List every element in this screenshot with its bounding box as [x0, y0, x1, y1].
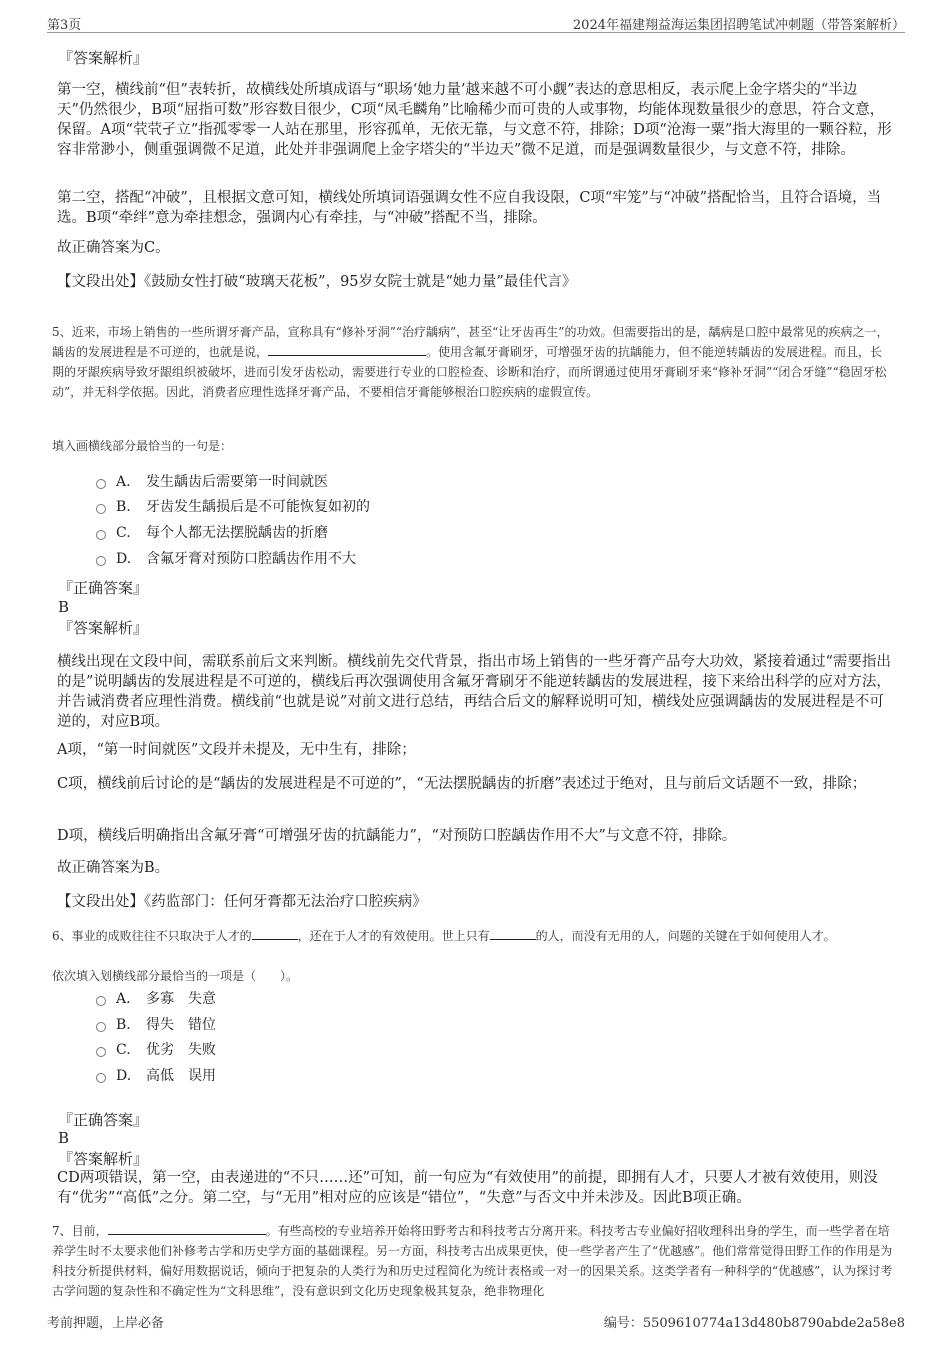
- q4-analysis-p1: 第一空，横线前“但”表转折，故横线处所填成语与“职场‘她力量’越来越不可小觑”表达的意思相反，表示爬上金字塔尖的“半边天”仍然很少，B项“屈指可数”形容数目很少，C项“凤毛麟角”比喻稀少而可贵的人或事物，均能体现数量很少的意思，符合文意，保留。A项“茕茕孑立”指孤零零一人站在那里，形容孤单，无依无靠，与文意不符，排除；D项“沧海一粟”指大海里的一颗谷粒，形容非常渺小，侧重强调微不足道，此处并非强调爬上金字塔尖的“半边天”微不足道，而是强调数量很少，与文意不符，排除。: [57, 82, 892, 158]
- q4-source-title: 《鼓励女性打破“玻璃天花板”，95岁女院士就是“她力量”最佳代言》: [144, 274, 577, 290]
- page-header: [47, 12, 905, 33]
- q6-prompt: 依次填入划横线部分最恰当的一项是（ ）。: [52, 969, 299, 983]
- q6-analysis-p1: CD两项错误，第一空，由表递进的“不只……还”可知，前一句应为“有效使用”的前提，即拥有人才，只要人才被有效使用，则没有“优劣”“高低”之分。第二空，与“无用”相对应的应该是“错位”，“失意”与否文中并未涉及。因此B项正确。: [57, 1170, 878, 1206]
- q6-option-a[interactable]: A. 多寡 失意: [96, 989, 216, 1009]
- radio-icon[interactable]: [96, 1047, 106, 1057]
- q4-source: [57, 272, 892, 292]
- q5-option-c[interactable]: C. 每个人都无法摆脱龋齿的折磨: [96, 523, 328, 543]
- radio-icon[interactable]: [96, 996, 106, 1006]
- page-number: 第3页: [47, 18, 82, 33]
- q4-answer-line: 故正确答案为C。: [57, 240, 170, 256]
- q5-analysis-p3: C项，横线前后讨论的是“龋齿的发展进程是不可逆的”，“无法摆脱龋齿的折磨”表述过于绝对，且与前后文话题不一致，排除；: [57, 776, 867, 792]
- q7-stem: 7、目前， 。有些高校的专业培养开始将田野考古和科技考古分离开来。科技考古专业偏好招收理科出身的学生，而一些学者在培养学生时不太要求他们补修考古学和历史学方面的基础课程。另一方面，科技考古出成果更快，使一些学者产生了“优越感”。他们常常觉得田野工作的作用是为科技分析提供材料，偏好用数据说话，倾向于把复杂的人类行为和历史过程简化为统计表格或一对一的因果关系。这类学者有一种科学的“优越感”，认为探讨考古学问题的复杂性和不确定性为“文科思维”，没有意识到文化历史现象极其复杂，绝非物理化: [52, 1224, 893, 1298]
- radio-icon[interactable]: [96, 1022, 106, 1032]
- q4-analysis-p2: 第二空，搭配“冲破”，且根据文意可知，横线处所填词语强调女性不应自我设限，C项“牢笼”与“冲破”搭配恰当，且符合语境，当选。B项“牵绊”意为牵挂想念，强调内心有牵挂，与“冲破”搭配不当，排除。: [57, 190, 882, 226]
- q5-analysis-p1: 横线出现在文段中间，需联系前后文来判断。横线前先交代背景，指出市场上销售的一些牙膏产品夸大功效，紧接着通过“需要指出的是”说明龋齿的发展进程是不可逆的，横线后再次强调使用含氟牙膏刷牙不能逆转龋齿的发展进程，接下来给出科学的应对方法，并告诫消费者应理性消费。横线前“也就是说”对前文进行总结，再结合后文的解释说明可知，横线处应强调龋齿的发展进程是不可逆的，对应B项。: [57, 654, 891, 730]
- q5-option-b[interactable]: B. 牙齿发生龋损后是不可能恢复如初的: [96, 497, 370, 517]
- q5-source-title: 《药监部门：任何牙膏都无法治疗口腔疾病》: [144, 894, 427, 910]
- q5-stem: [52, 322, 894, 402]
- q6-analysis-label: 『答案解析』: [58, 1150, 149, 1168]
- q6-option-b[interactable]: B. 得失 错位: [96, 1015, 216, 1035]
- q5-correct-answer: B: [58, 598, 70, 616]
- radio-icon[interactable]: [96, 479, 106, 489]
- q5-answer-line: 故正确答案为B。: [57, 860, 170, 876]
- document-title: 2024年福建翔益海运集团招聘笔试冲刺题（带答案解析）: [572, 18, 905, 33]
- q6-option-c[interactable]: C. 优劣 失败: [96, 1040, 216, 1060]
- radio-icon[interactable]: [96, 504, 106, 514]
- q5-correct-label: 『正确答案』: [58, 579, 149, 597]
- q6-option-d[interactable]: D. 高低 误用: [96, 1066, 216, 1086]
- radio-icon[interactable]: [96, 530, 106, 540]
- q6-blank-2: [490, 927, 536, 940]
- q6-correct-label: 『正确答案』: [58, 1111, 149, 1129]
- radio-icon[interactable]: [96, 1073, 106, 1083]
- q6-stem: 6、事业的成败往往不只取决于人才的 ，还在于人才的有效使用。世上只有 的人，而没有无用的人，问题的关键在于如何使用人才。: [52, 929, 836, 943]
- source-prefix: 【文段出处】: [57, 274, 144, 290]
- source-prefix: 【文段出处】: [57, 894, 144, 910]
- document-code: 5509610774a13d480b8790abde2a58e8: [642, 1316, 905, 1331]
- q5-blank: [268, 343, 426, 356]
- footer-slogan: 考前押题，上岸必备: [47, 1316, 165, 1331]
- q5-source: [57, 892, 892, 912]
- radio-icon[interactable]: [96, 556, 106, 566]
- q5-stem-part1: 5、近来，市场上销售的一些所谓牙膏产品，宣称具有“修补牙洞”“治疗龋病”，甚至“让牙齿再生”的功效。但需要指出的是，龋病是口腔中最常见的疾病之一，龋齿的发展进程是不可逆的，也就是说，: [52, 325, 889, 359]
- q7-blank: [108, 1222, 266, 1235]
- q4-analysis-label: 『答案解析』: [58, 49, 149, 67]
- q5-analysis-label: 『答案解析』: [58, 619, 149, 637]
- q6-blank-1: [252, 927, 298, 940]
- footer-code: 编号：5509610774a13d480b8790abde2a58e8: [603, 1316, 905, 1331]
- q5-prompt: 填入画横线部分最恰当的一句是：: [52, 439, 233, 453]
- q6-correct-answer: B: [58, 1129, 70, 1147]
- q5-stem-part2: 。使用含氟牙膏刷牙，可增强牙齿的抗龋能力，但不能逆转龋齿的发展进程。而且，长期的牙龈疾病导致牙龈组织被破坏，进而引发牙齿松动，需要进行专业的口腔检查、诊断和治疗，而所谓通过使用牙膏刷牙来“修补牙洞”“闭合牙缝”“稳固牙松动”，并无科学依据。因此，消费者应理性选择牙膏产品，不要相信牙膏能够根治口腔疾病的虚假宣传。: [52, 345, 887, 399]
- q5-option-a[interactable]: A. 发生龋齿后需要第一时间就医: [96, 472, 328, 492]
- q5-analysis-p4: D项，横线后明确指出含氟牙膏“可增强牙齿的抗龋能力”，“对预防口腔龋齿作用不大”与文意不符，排除。: [57, 828, 737, 844]
- q5-analysis-p2: A项，“第一时间就医”文段并未提及，无中生有，排除；: [57, 742, 416, 758]
- q5-option-d[interactable]: D. 含氟牙膏对预防口腔龋齿作用不大: [96, 549, 356, 569]
